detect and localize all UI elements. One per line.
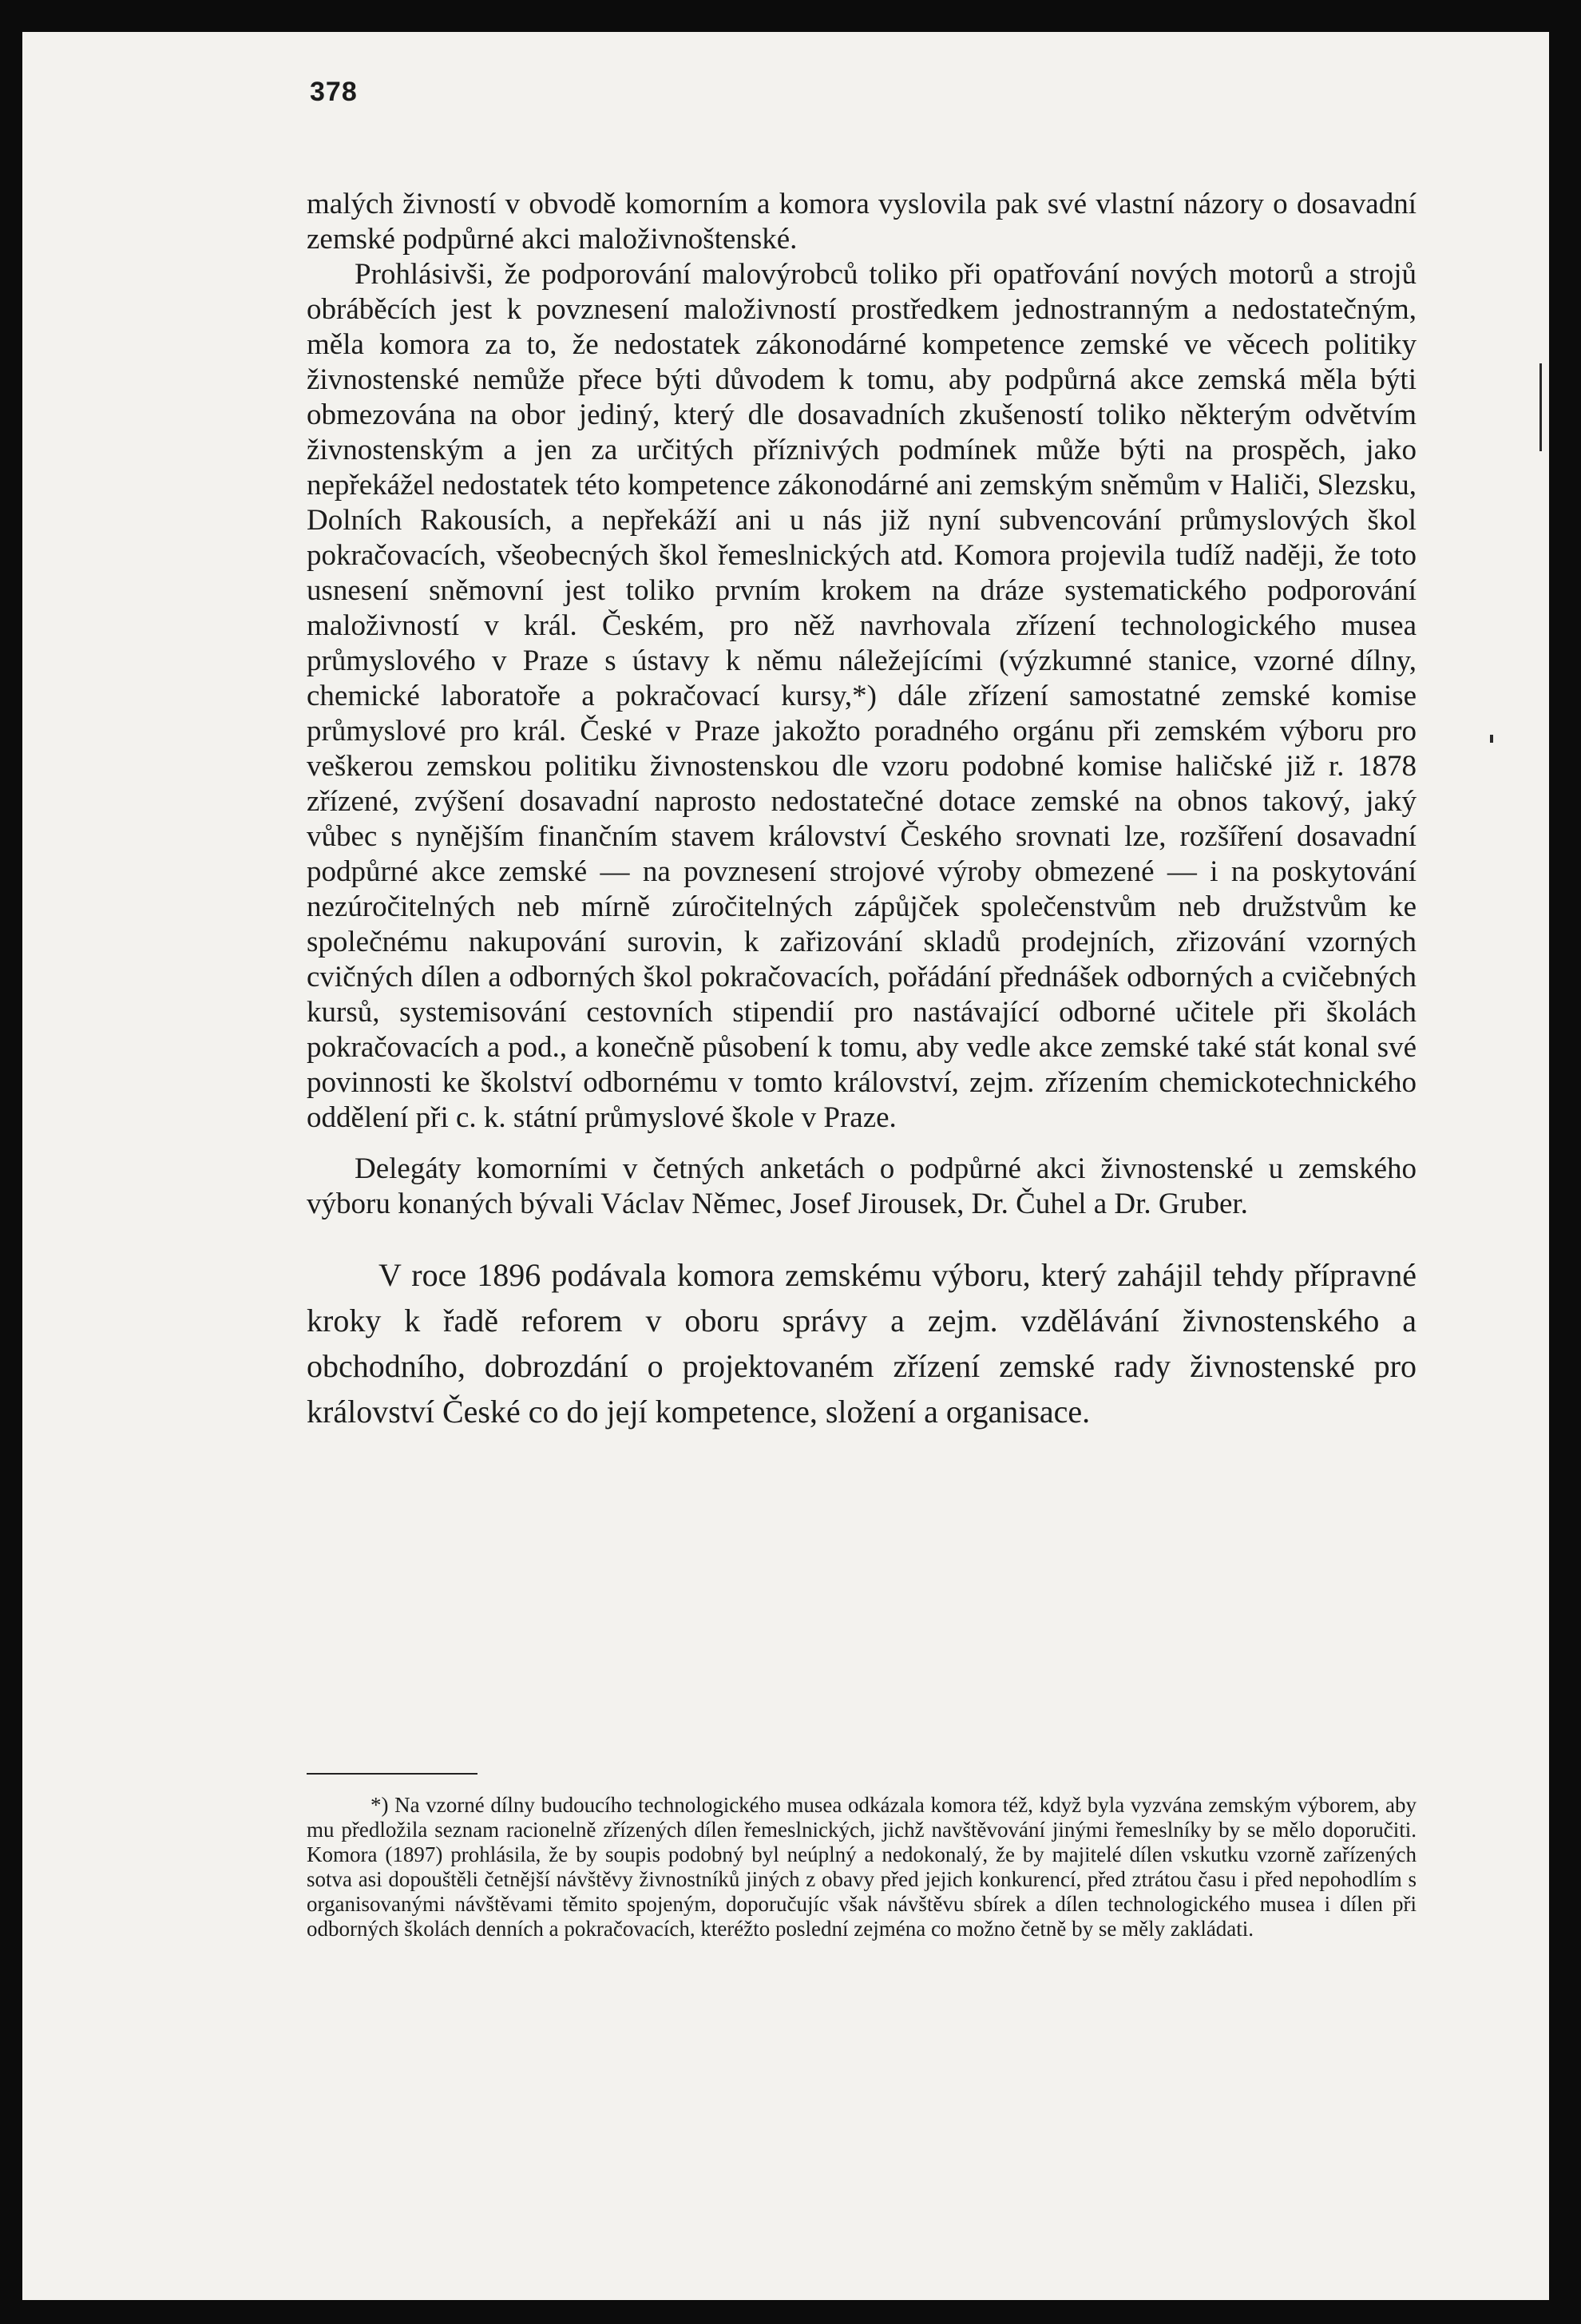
right-edge-dot — [1490, 735, 1493, 743]
footnote: *) Na vzorné dílny budoucího technologického musea odkázala komora též, když byla vyzvána zemským výborem, aby mu předložila seznam racionelně zřízených dílen řemeslnických, jichž navštěvování jinými řemeslníky by se mělo doporučiti. Komora (1897) prohlásila, že by soupis podobný byl neúplný a nedokonalý, že by majitelé dílen vskutku vzorně zařízených sotva asi dopouštěli četnější návštěvy živnostníků jiných z obavy před jejich konkurencí, před ztrátou času i před nepohodlím s organisovanými návštěvami těmito spojeným, doporučujíc však návštěvu sbírek a dílen technologického musea i dílen při odborných školách denních a pokračovacích, kteréžto poslední zejména co možno četně by se měly zakládati. — [307, 1793, 1417, 1941]
paragraph-1: malých živností v obvodě komorním a komora vyslovila pak své vlastní názory o dosavadní zemské podpůrné akci maloživnoštenské. — [307, 188, 1417, 256]
page-number: 378 — [310, 77, 358, 107]
paragraph-4: V roce 1896 podávala komora zemskému výboru, který zahájil tehdy přípravné kroky k řadě reforem v oboru správy a zejm. vzdělávání živnostenského a obchodního, dobrozdání o projektovaném zřízení zemské rady živnostenské pro království České co do její kompetence, složení a organisace. — [307, 1257, 1417, 1430]
paragraph-3: Delegáty komorními v četných anketách o podpůrné akci živnostenské u zemského výboru konaných bývali Václav Němec, Josef Jirousek, Dr. Čuhel a Dr. Gruber. — [307, 1152, 1417, 1220]
footnote-divider — [307, 1773, 477, 1775]
paragraph-2: Prohlásivši, že podporování malovýrobců toliko při opatřování nových motorů a strojů obráběcích jest k povznesení maloživností prostředkem jednostranným a nedostatečným, měla komora za to, že nedostatek zákonodárné kompetence zemské ve věcech politiky živnostenské nemůže přece býti důvodem k tomu, aby podpůrná akce zemská měla býti obmezována na obor jediný, který dle dosavadních zkušeností toliko některým odvětvím živnostenským a jen za určitých příznivých podmínek může býti na prospěch, jako nepřekážel nedostatek této kompetence zákonodárné ani zemským sněmům v Haliči, Slezsku, Dolních Rakousích, a nepřekáží ani u nás již nyní subvencování průmyslových škol pokračovacích, všeobecných škol řemeslnických atd. Komora projevila tudíž naději, že toto usnesení sněmovní jest toliko prvním krokem na dráze systematického podporování maloživností v král. Českém, pro něž navrhovala zřízení technologického musea průmyslového v Praze s ústavy k němu náležejícími (výzkumné stanice, vzorné dílny, chemické laboratoře a pokračovací kursy,*) dále zřízení samostatné zemské komise průmyslové pro král. České v Praze jakožto poradného orgánu při zemském výboru pro veškerou zemskou politiku živnostenskou dle vzoru podobné komise haličské již r. 1878 zřízené, zvýšení dosavadní naprosto nedostatečné dotace zemské na obnos takový, jaký vůbec s nynějším finančním stavem království Českého srovnati lze, rozšíření dosavadní podpůrné akce zemské — na povznesení strojové výroby obmezené — i na poskytování nezúročitelných neb mírně zúročitelných zápůjček společenstvům neb družstvům ke společnému nakupování surovin, k zařizování skladů prodejních, zřizování vzorných cvičných dílen a odborných škol pokračovacích, pořádání přednášek odborných a cvičebných kursů, systemisování cestovních stipendií pro nastávající odborné učitele při školách pokračovacích a pod., a konečně působení k tomu, aby vedle akce zemské také stát konal své povinnosti ke školství odbornému v tomto království, zejm. zřízením chemickotechnického oddělení při c. k. státní průmyslové škole v Praze. — [307, 258, 1417, 1134]
main-text — [307, 187, 1417, 1434]
right-edge-mark — [1539, 363, 1542, 451]
